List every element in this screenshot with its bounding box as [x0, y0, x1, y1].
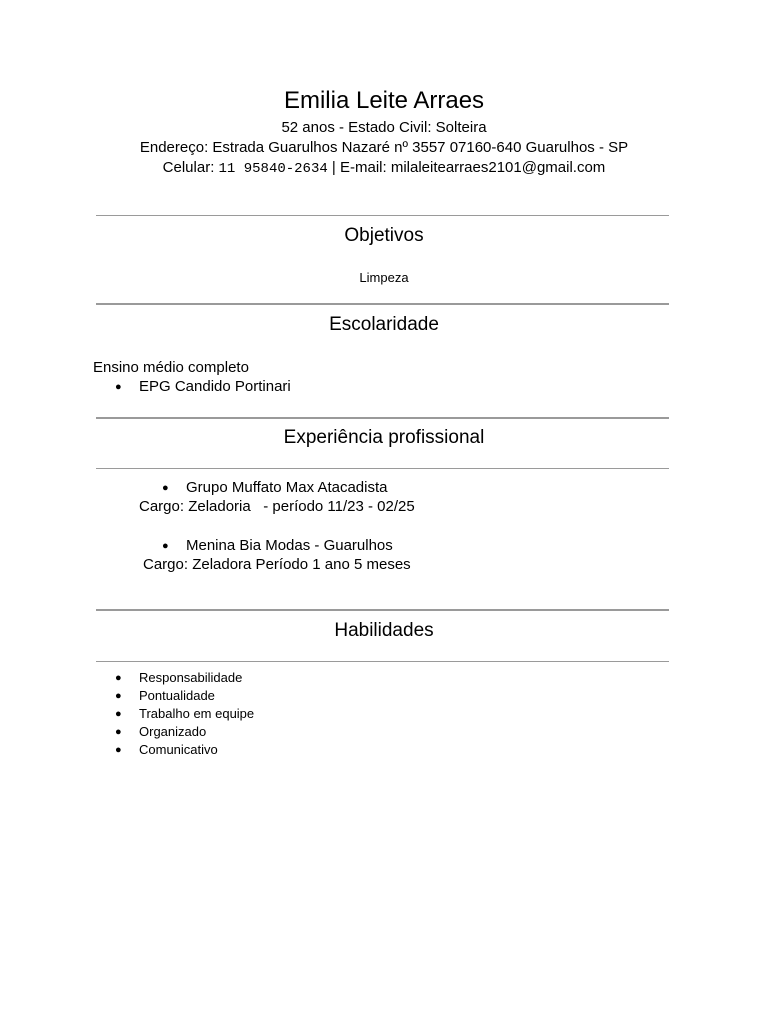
list-item [115, 741, 254, 759]
divider [96, 468, 669, 469]
email: | E-mail: milaleitearraes2101@gmail.com [327, 159, 606, 176]
skill-label: Organizado [139, 724, 207, 739]
skill-label: Responsabilidade [139, 670, 243, 685]
job-company: Menina Bia Modas - Guarulhos [186, 537, 393, 554]
job-role: Cargo: Zeladora Período 1 ano 5 meses [143, 556, 411, 573]
list-item [115, 377, 291, 397]
bullet-icon: ● [115, 690, 122, 702]
section-title-escolaridade: Escolaridade [329, 314, 439, 335]
list-item [162, 478, 388, 498]
resume-name: Emilia Leite Arraes [283, 87, 485, 114]
divider [96, 661, 669, 662]
section-title-objetivos: Objetivos [344, 225, 424, 246]
education-level: Ensino médio completo [93, 359, 249, 376]
phone-label: Celular: [162, 159, 219, 176]
bullet-icon: ● [115, 672, 122, 684]
list-item [115, 669, 254, 687]
phone-number: 11 95840-2634 [218, 161, 328, 177]
contact-line [0, 158, 768, 179]
address: Endereço: Estrada Guarulhos Nazaré nº 3557 07160-640 Guarulhos - SP [139, 139, 629, 156]
list-item [162, 536, 393, 556]
objetivo-text: Limpeza [359, 270, 409, 285]
divider [96, 303, 669, 305]
bullet-icon: ● [162, 482, 169, 494]
skill-label: Pontualidade [139, 688, 215, 703]
divider [96, 417, 669, 419]
job-role: Cargo: Zeladoria - período 11/23 - 02/25 [139, 498, 415, 515]
list-item [115, 687, 254, 705]
school-name: EPG Candido Portinari [139, 378, 291, 395]
section-title-experiencia: Experiência profissional [283, 427, 485, 448]
list-item [115, 705, 254, 723]
bullet-icon: ● [115, 726, 122, 738]
bullet-icon: ● [162, 540, 169, 552]
job-company: Grupo Muffato Max Atacadista [186, 479, 388, 496]
bullet-icon: ● [115, 744, 122, 756]
skills-list [115, 669, 254, 759]
section-title-habilidades: Habilidades [334, 620, 434, 641]
divider [96, 215, 669, 216]
bullet-icon: ● [115, 708, 122, 720]
divider [96, 609, 669, 611]
skill-label: Comunicativo [139, 742, 218, 757]
bullet-icon: ● [115, 381, 122, 393]
list-item [115, 723, 254, 741]
skill-label: Trabalho em equipe [139, 706, 255, 721]
age-status: 52 anos - Estado Civil: Solteira [281, 119, 487, 136]
